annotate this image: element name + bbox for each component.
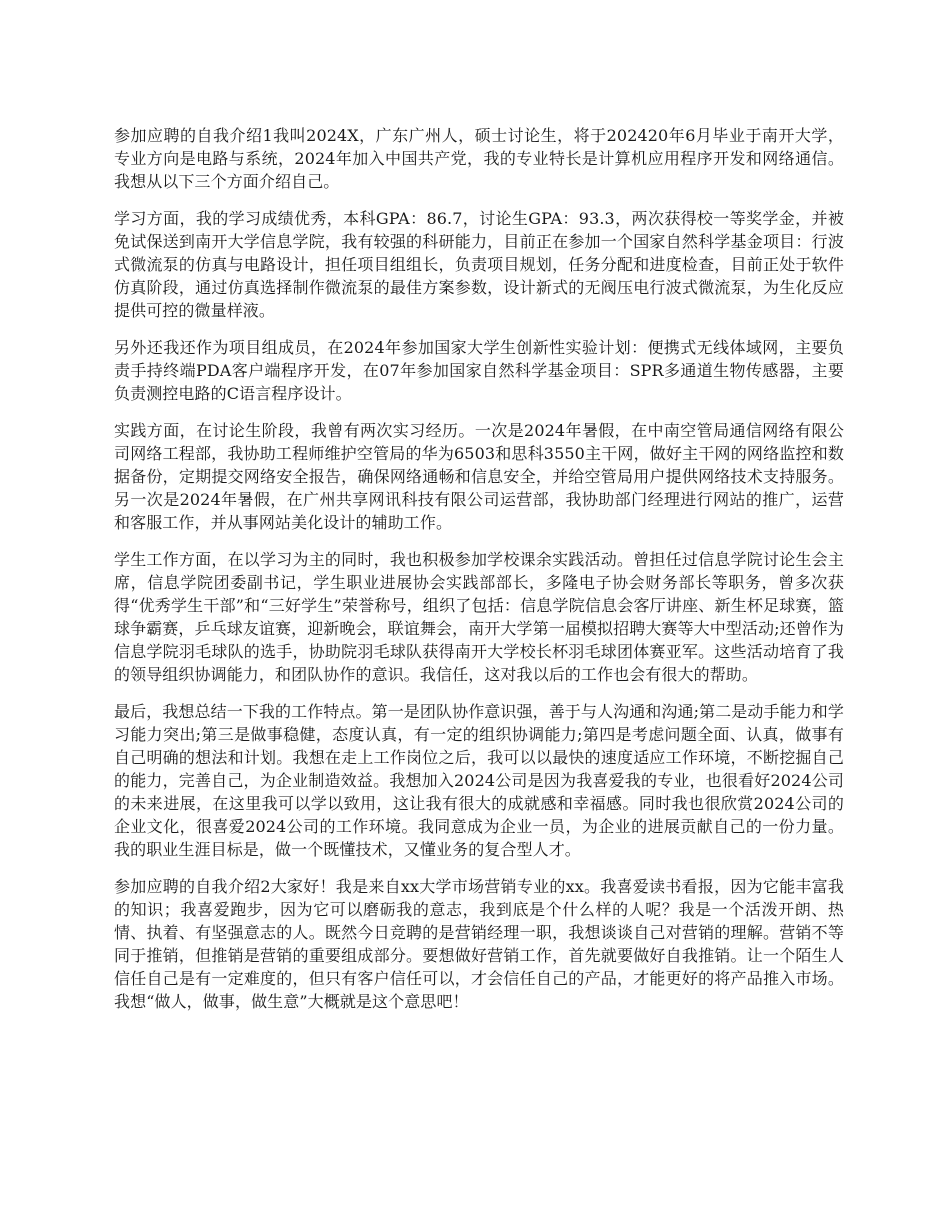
paragraph-projects: 另外还我还作为项目组成员，在2024年参加国家大学生创新性实验计划：便携式无线体域网，主要负责手持终端PDA客户端程序开发，在07年参加国家自然科学基金项目：SPR多通道生物传感器，主要负责测控电路的C语言程序设计。 xyxy=(114,338,844,403)
paragraph-intro-2: 参加应聘的自我介绍2大家好！我是来自xx大学市场营销专业的xx。我喜爱读书看报，因为它能丰富我的知识；我喜爱跑步，因为它可以磨砺我的意志，我到底是个什么样的人呢？我是一个活泼开朗、热情、执着、有坚强意志的人。既然今日竞聘的是营销经理一职，我想谈谈自己对营销的理解。营销不等同于推销，但推销是营销的重要组成部分。要想做好营销工作，首先就要做好自我推销。让一个陌生人信任自己是有一定难度的，但只有客户信任可以，才会信任自己的产品，才能更好的将产品推入市场。我想“做人，做事，做生意”大概就是这个意思吧！ xyxy=(114,877,844,1011)
paragraph-practice: 实践方面，在讨论生阶段，我曾有两次实习经历。一次是2024年暑假，在中南空管局通信网络有限公司网络工程部，我协助工程师维护空管局的华为6503和思科3550主干网，做好主干网的网络监控和数据备份，定期提交网络安全报告，确保网络通畅和信息安全，并给空管局用户提供网络技术支持服务。另一次是2024年暑假，在广州共享网讯科技有限公司运营部，我协助部门经理进行网站的推广，运营和客服工作，并从事网站美化设计的辅助工作。 xyxy=(114,421,844,532)
paragraph-intro: 参加应聘的自我介绍1我叫2024X，广东广州人，硕士讨论生，将于202420年6月毕业于南开大学，专业方向是电路与系统，2024年加入中国共产党，我的专业特长是计算机应用程序开发和网络通信。我想从以下三个方面介绍自己。 xyxy=(114,126,844,191)
paragraph-student-work: 学生工作方面，在以学习为主的同时，我也积极参加学校课余实践活动。曾担任过信息学院讨论生会主席，信息学院团委副书记，学生职业进展协会实践部部长，多隆电子协会财务部长等职务，曾多次获得“优秀学生干部”和“三好学生”荣誉称号，组织了包括：信息学院信息会客厅讲座、新生杯足球赛，篮球争霸赛，乒乓球友谊赛，迎新晚会，联谊舞会，南开大学第一届模拟招聘大赛等大中型活动;还曾作为信息学院羽毛球队的选手，协助院羽毛球队获得南开大学校长杯羽毛球团体赛亚军。这些活动培育了我的领导组织协调能力，和团队协作的意识。我信任，这对我以后的工作也会有很大的帮助。 xyxy=(114,550,844,684)
document-page xyxy=(114,124,844,1027)
paragraph-study: 学习方面，我的学习成绩优秀，本科GPA：86.7，讨论生GPA：93.3，两次获得校一等奖学金，并被免试保送到南开大学信息学院，我有较强的科研能力，目前正在参加一个国家自然科学基金项目：行波式微流泵的仿真与电路设计，担任项目组组长，负责项目规划，任务分配和进度检查，目前正处于软件仿真阶段，通过仿真选择制作微流泵的最佳方案参数，设计新式的无阀压电行波式微流泵，为生化反应提供可控的微量样液。 xyxy=(114,209,844,320)
paragraph-summary: 最后，我想总结一下我的工作特点。第一是团队协作意识强，善于与人沟通和沟通;第二是动手能力和学习能力突出;第三是做事稳健，态度认真，有一定的组织协调能力;第四是考虑问题全面、认真，做事有自己明确的想法和计划。我想在走上工作岗位之后，我可以以最快的速度适应工作环境，不断挖掘自己的能力，完善自己，为企业制造效益。我想加入2024公司是因为我喜爱我的专业，也很看好2024公司的未来进展，在这里我可以学以致用，这让我有很大的成就感和幸福感。同时我也很欣赏2024公司的企业文化，很喜爱2024公司的工作环境。我同意成为企业一员，为企业的进展贡献自己的一份力量。我的职业生涯目标是，做一个既懂技术，又懂业务的复合型人才。 xyxy=(114,702,844,859)
